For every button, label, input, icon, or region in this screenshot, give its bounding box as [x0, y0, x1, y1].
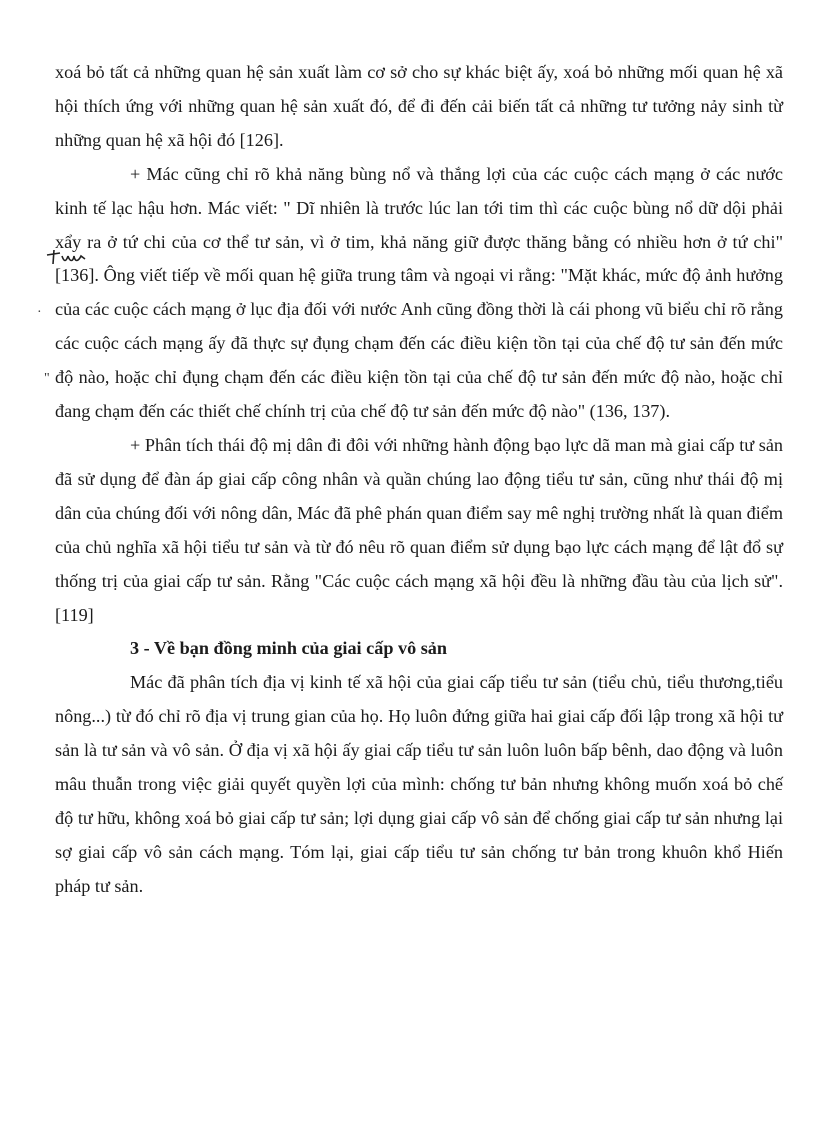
section-heading: 3 - Về bạn đồng minh của giai cấp vô sản — [130, 638, 448, 659]
paragraph-2: + Mác cũng chỉ rõ khả năng bùng nổ và thắng lợi của các cuộc cách mạng ở các nước kinh tế lạc hậu hơn. Mác viết: " Dĩ nhiên là trước lúc lan tới tim thì các cuộc bùng nổ dữ dội phải xẩy ra ở tứ chi của cơ thể tư sản, vì ở tim, khả năng giữ được thăng bằng có nhiều hơn ở tứ chi" [136]. Ông viết tiếp về mối quan hệ giữa trung tâm và ngoại vi rằng: "Mặt khác, mức độ ảnh hưởng của các cuộc cách mạng ở lục địa đối với nước Anh cũng đồng thời là cái phong vũ biểu chỉ rõ rằng các cuộc cách mạng ấy đã thực sự đụng chạm đến các điều kiện tồn tại của chế độ tư sản đến mức độ nào, hoặc chỉ đụng chạm đến các điều kiện tồn tại của chế độ tư sản đến mức độ nào, hoặc chỉ đang chạm đến các thiết chế chính trị của chế độ tư sản đến mức độ nào" (136, 137). — [55, 163, 783, 422]
paragraph-1: xoá bỏ tất cả những quan hệ sản xuất làm cơ sở cho sự khác biệt ấy, xoá bỏ những mối quan hệ xã hội thích ứng với những quan hệ sản xuất đó, để đi đến cải biến tất cả những tư tưởng nảy sinh từ những quan hệ xã hội đó [126]. — [55, 62, 783, 150]
margin-dot: · — [37, 305, 42, 320]
text-body — [55, 56, 783, 904]
margin-quote: " — [44, 371, 50, 386]
paragraph-3: + Phân tích thái độ mị dân đi đôi với những hành động bạo lực dã man mà giai cấp tư sản đã sử dụng để đàn áp giai cấp công nhân và quần chúng lao động tiểu tư sản, cũng như thái độ mị dân của chúng đối với nông dân, Mác đã phê phán quan điểm say mê nghị trường nhất là quan điểm của chủ nghĩa xã hội tiểu tư sản và từ đó nêu rõ quan điểm sử dụng bạo lực cách mạng để lật đổ sự thống trị của giai cấp tư sản. Rằng "Các cuộc cách mạng xã hội đều là những đầu tàu của lịch sử". [119] — [55, 434, 783, 625]
paragraph-4: Mác đã phân tích địa vị kinh tế xã hội của giai cấp tiểu tư sản (tiểu chủ, tiểu thương,tiểu nông...) từ đó chỉ rõ địa vị trung gian của họ. Họ luôn đứng giữa hai giai cấp đối lập trong xã hội tư sản là tư sản và vô sản. Ở địa vị xã hội ấy giai cấp tiểu tư sản luôn luôn bấp bênh, dao động và luôn mâu thuẫn trong việc giải quyết quyền lợi của mình: chống tư bản nhưng không muốn xoá bỏ chế độ tư hữu, không xoá bỏ giai cấp tư sản; lợi dụng giai cấp vô sản để chống giai cấp tư sản nhưng lại sợ giai cấp vô sản cách mạng. Tóm lại, giai cấp tiểu tư sản chống tư bản trong khuôn khổ Hiến pháp tư sản. — [55, 672, 783, 896]
